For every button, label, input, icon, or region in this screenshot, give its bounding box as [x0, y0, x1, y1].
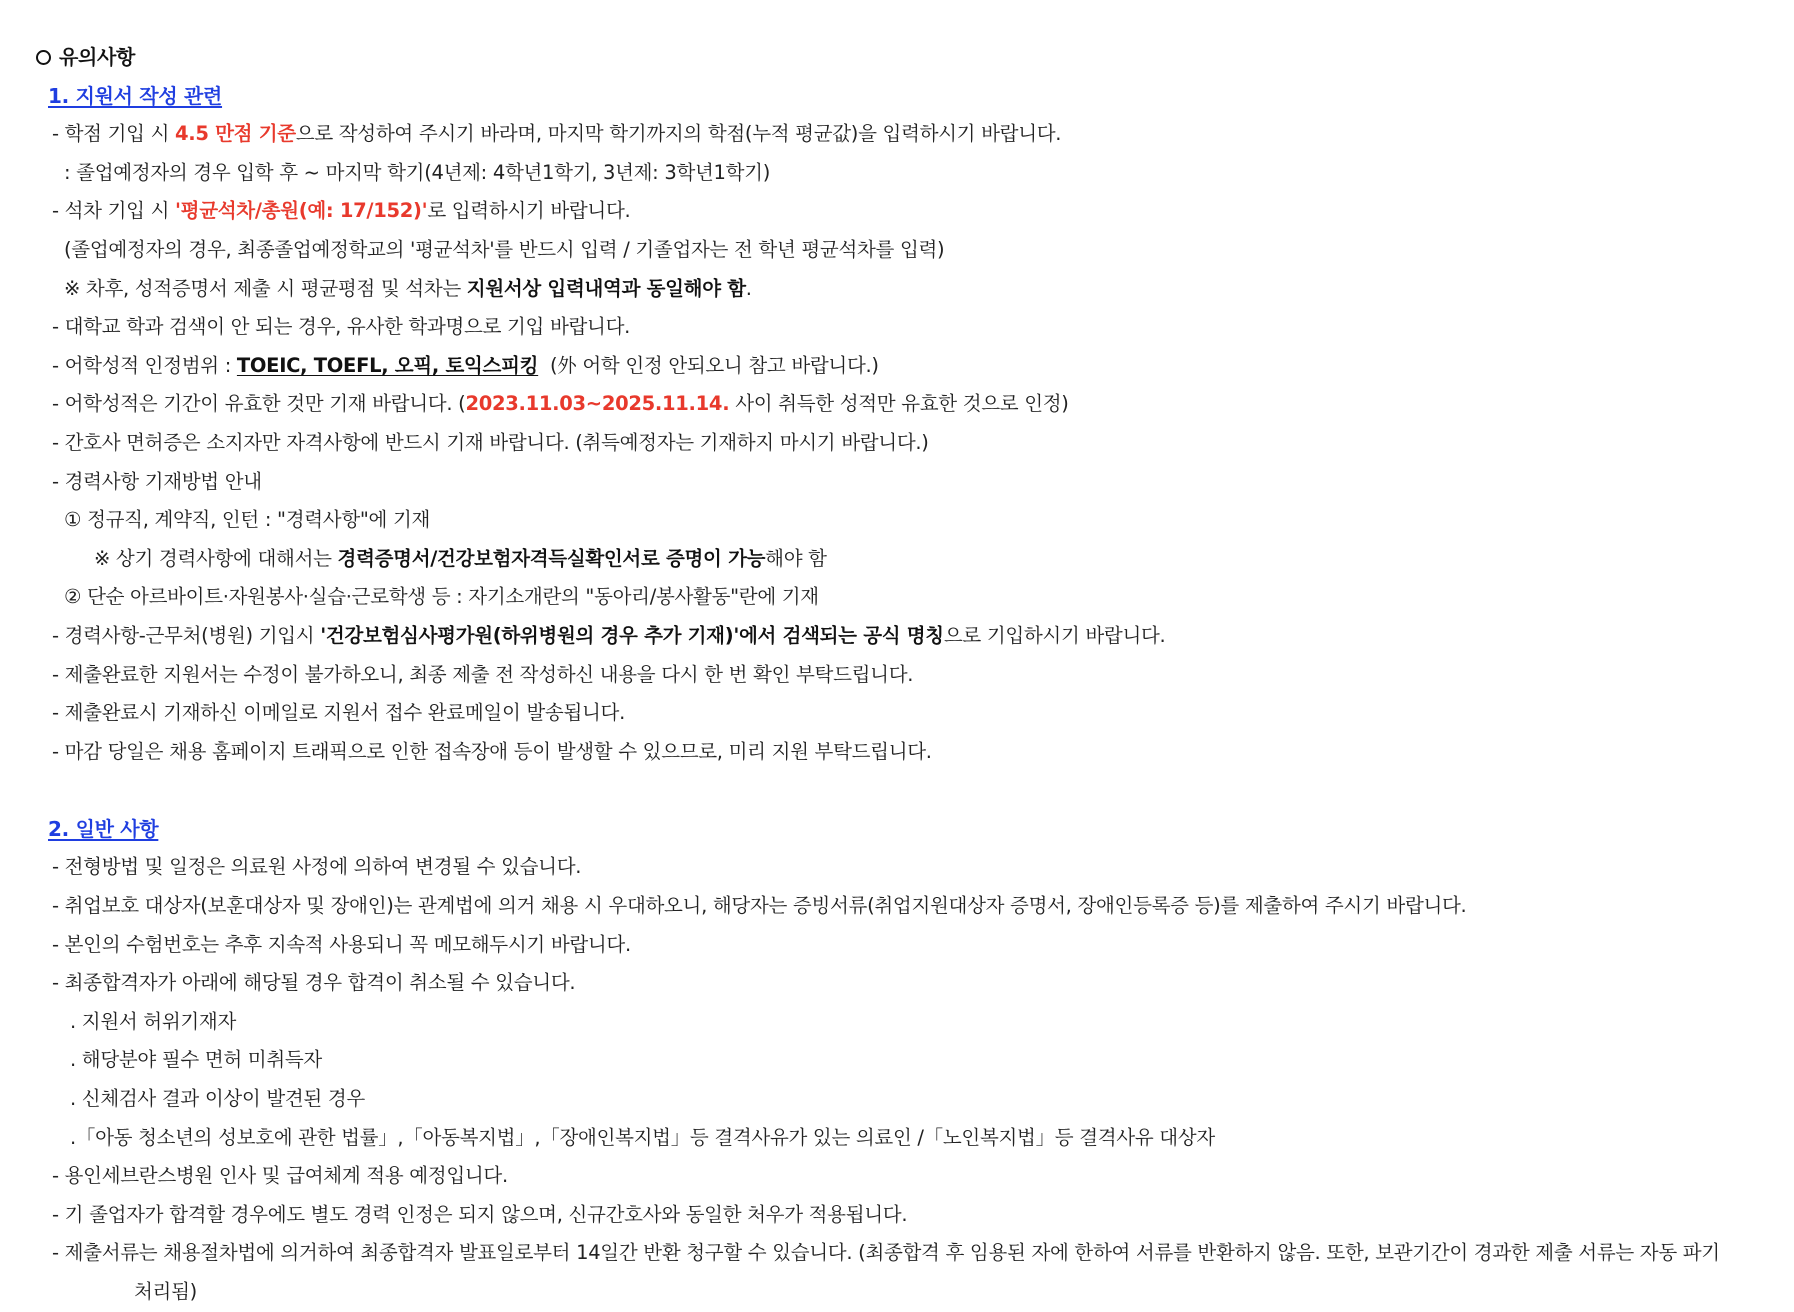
circle-bullet-icon — [36, 50, 51, 65]
s1-career-item-2: ② 단순 아르바이트·자원봉사·실습·근로학생 등 : 자기소개란의 "동아리/봉사활동"란에 기재 — [64, 585, 819, 609]
language-tests-highlight: TOEIC, TOEFL, 오픽, 토익스피킹 — [236, 353, 539, 377]
notice-heading-text: 유의사항 — [59, 45, 136, 69]
s1-language-scope-line: - 어학성적 인정범위 : TOEIC, TOEFL, 오픽, 토익스피킹 (外 어학 인정 안되오니 참고 바랍니다.) — [52, 353, 879, 377]
s1-rank-note: (졸업예정자의 경우, 최종졸업예정학교의 '평균석차'를 반드시 입력 / 기졸업자는 전 학년 평균석차를 입력) — [64, 237, 945, 261]
s1-deadline-line: - 마감 당일은 채용 홈페이지 트래픽으로 인한 접속장애 등이 발생할 수 있으므로, 미리 지원 부탁드립니다. — [52, 739, 932, 763]
section-spacer — [0, 771, 1794, 810]
s1-career-proof-note: ※ 상기 경력사항에 대해서는 경력증명서/건강보험자격득실확인서로 증명이 가능해야 함 — [94, 546, 827, 570]
s1-rank-line: - 석차 기입 시 '평균석차/총원(예: 17/152)'로 입력하시기 바랍니다. — [52, 199, 631, 223]
s2-documents-line-cont: 처리됨) — [134, 1280, 197, 1303]
s2-cancel-item-3: . 신체검사 결과 이상이 발견된 경우 — [70, 1087, 365, 1111]
s1-career-guide-line: - 경력사항 기재방법 안내 — [52, 469, 262, 493]
s2-graduate-line: - 기 졸업자가 합격할 경우에도 별도 경력 인정은 되지 않으며, 신규간호사와 동일한 처우가 적용됩니다. — [52, 1202, 908, 1226]
grade-scale-highlight: 4.5 만점 기준 — [175, 122, 296, 146]
s2-schedule-line: - 전형방법 및 일정은 의료원 사정에 의하여 변경될 수 있습니다. — [52, 855, 582, 879]
rank-format-highlight: '평균석차/총원(예: 17/152)' — [175, 199, 428, 223]
s2-cancel-line: - 최종합격자가 아래에 해당될 경우 합격이 취소될 수 있습니다. — [52, 971, 576, 995]
s1-career-item-1: ① 정규직, 계약직, 인턴 : "경력사항"에 기재 — [64, 508, 431, 532]
s1-language-period-line: - 어학성적은 기간이 유효한 것만 기재 바랍니다. (2023.11.03~2025.11.14. 사이 취득한 성적만 유효한 것으로 인정) — [52, 392, 1069, 416]
valid-period-highlight: 2023.11.03~2025.11.14. — [465, 392, 730, 416]
s2-exam-number-line: - 본인의 수험번호는 추후 지속적 사용되니 꼭 메모해두시기 바랍니다. — [52, 932, 631, 956]
s1-submit-edit-line: - 제출완료한 지원서는 수정이 불가하오니, 최종 제출 전 작성하신 내용을 다시 한 번 확인 부탁드립니다. — [52, 662, 914, 686]
s2-documents-line: - 제출서류는 채용절차법에 의거하여 최종합격자 발표일로부터 14일간 반환 청구할 수 있습니다. (최종합격 후 임용된 자에 한하여 서류를 반환하지 않음. 또한, 보관기간이 경과한 제출 서류는 자동 파기 — [52, 1241, 1720, 1265]
s2-cancel-item-4: .「아동 청소년의 성보호에 관한 법률」,「아동복지법」,「장애인복지법」등 결격사유가 있는 의료인 /「노인복지법」등 결격사유 대상자 — [70, 1125, 1215, 1149]
section1-title: 1. 지원서 작성 관련 — [48, 83, 223, 108]
s2-cancel-item-1: . 지원서 허위기재자 — [70, 1009, 236, 1033]
s1-grade-note: : 졸업예정자의 경우 입학 후 ~ 마지막 학기(4년제: 4학년1학기, 3년제: 3학년1학기) — [64, 160, 771, 184]
s1-submit-email-line: - 제출완료시 기재하신 이메일로 지원서 접수 완료메일이 발송됩니다. — [52, 701, 625, 725]
s1-grade-line: - 학점 기입 시 4.5 만점 기준으로 작성하여 주시기 바라며, 마지막 학기까지의 학점(누적 평균값)을 입력하시기 바랍니다. — [52, 122, 1062, 146]
s2-cancel-item-2: . 해당분야 필수 면허 미취득자 — [70, 1048, 322, 1072]
s1-workplace-line: - 경력사항-근무처(병원) 기입시 '건강보험심사평가원(하위병원의 경우 추가 기재)'에서 검색되는 공식 명칭으로 기입하시기 바랍니다. — [52, 623, 1166, 647]
s2-hr-system-line: - 용인세브란스병원 인사 및 급여체계 적용 예정입니다. — [52, 1164, 508, 1188]
s1-license-line: - 간호사 면허증은 소지자만 자격사항에 반드시 기재 바랍니다. (취득예정자는 기재하지 마시기 바랍니다.) — [52, 430, 929, 454]
s1-department-line: - 대학교 학과 검색이 안 되는 경우, 유사한 학과명으로 기입 바랍니다. — [52, 315, 631, 339]
section2-title: 2. 일반 사항 — [48, 816, 159, 841]
notice-heading — [0, 38, 1794, 77]
s2-preference-line: - 취업보호 대상자(보훈대상자 및 장애인)는 관계법에 의거 채용 시 우대하오니, 해당자는 증빙서류(취업지원대상자 증명서, 장애인등록증 등)를 제출하여 주시기 바랍니다. — [52, 894, 1467, 918]
s1-transcript-note: ※ 차후, 성적증명서 제출 시 평균평점 및 석차는 지원서상 입력내역과 동일해야 함. — [64, 276, 752, 300]
